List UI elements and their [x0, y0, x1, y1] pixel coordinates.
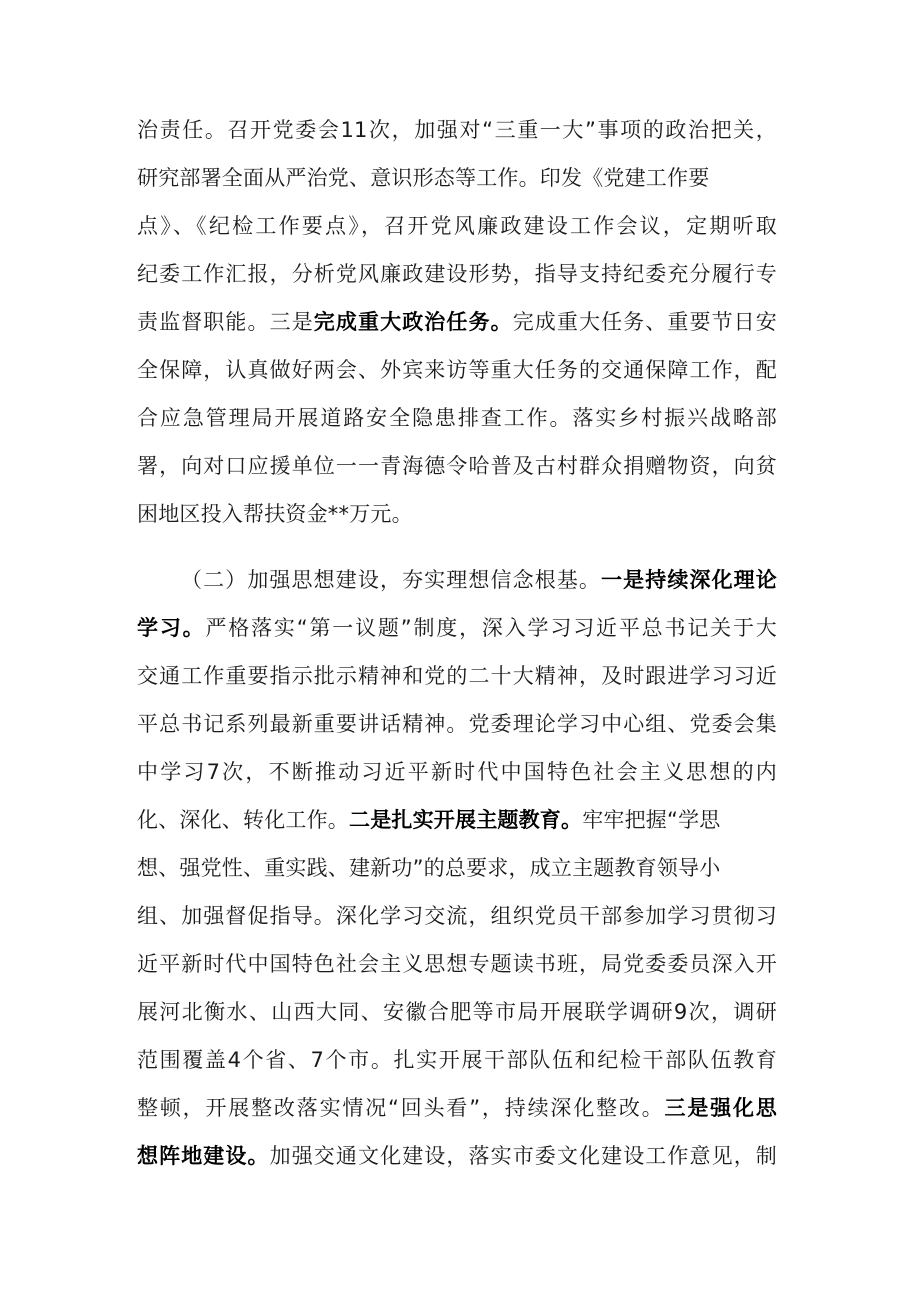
body-text: 纪委工作汇报，分析党风廉政建设形势，指导支持纪委充分履行专: [137, 262, 777, 286]
body-text: 近平新时代中国特色社会主义思想专题读书班，局党委委员深入开: [137, 952, 777, 976]
body-text: 完成重大任务、重要节日安: [512, 310, 777, 334]
body-text: 化、深化、转化工作。: [137, 808, 349, 832]
text-line: [137, 350, 777, 390]
body-text: 平总书记系列最新重要讲话精神。党委理论学习中心组、党委会集: [137, 712, 777, 736]
body-text: 中学习7次，不断推动习近平新时代中国特色社会主义思想的内: [137, 760, 777, 784]
body-text: 合应急管理局开展道路安全隐患排查工作。落实乡村振兴战略部: [137, 406, 777, 430]
text-line: [137, 494, 777, 534]
text-line: [137, 302, 777, 342]
body-text: 全保障，认真做好两会、外宾来访等重大任务的交通保障工作，配: [137, 358, 777, 382]
text-line: [137, 158, 777, 198]
bold-heading-text: 完成重大政治任务。: [313, 310, 513, 334]
body-text: 严格落实“第一议题”制度，深入学习习近平总书记关于大: [205, 616, 777, 640]
bold-heading-text: 三是强化思: [664, 1096, 778, 1120]
text-line: [137, 608, 777, 648]
body-text: 责监督职能。三是: [137, 310, 314, 334]
body-text: （二）加强思想建设，夯实理想信念根基。: [181, 568, 602, 592]
text-line: [137, 398, 777, 438]
text-line: [137, 1088, 777, 1128]
bold-heading-text: 想阵地建设。: [137, 1144, 270, 1168]
body-text: 困地区投入帮扶资金**万元。: [137, 502, 413, 526]
body-text: 组、加强督促指导。深化学习交流，组织党员干部参加学习贯彻习: [137, 904, 777, 928]
body-text: 牢牢把握“学思: [582, 808, 721, 832]
text-line: [137, 254, 777, 294]
body-text: 点》、《纪检工作要点》，召开党风廉政建设工作会议，定期听取: [137, 214, 777, 238]
text-line: [137, 800, 777, 840]
body-text: 研究部署全面从严治党、意识形态等工作。印发《党建工作要: [137, 166, 710, 190]
text-line: [137, 656, 777, 696]
text-line: [137, 992, 777, 1032]
body-text: 范围覆盖4个省、7个市。扎实开展干部队伍和纪检干部队伍教育: [137, 1048, 777, 1072]
text-line: [137, 704, 777, 744]
text-line: [137, 110, 777, 150]
text-line: [137, 944, 777, 984]
text-line: [137, 896, 777, 936]
text-line: [137, 1136, 777, 1176]
text-line: [137, 1040, 777, 1080]
text-line: [137, 848, 777, 888]
bold-heading-text: 二是扎实开展主题教育。: [349, 808, 583, 832]
bold-heading-text: 一是持续深化理论: [601, 568, 777, 592]
body-text: 治责任。召开党委会11次，加强对“三重一大”事项的政治把关，: [137, 118, 777, 142]
text-line: [137, 752, 777, 792]
paragraph-first-line: [181, 560, 777, 600]
text-line: [137, 206, 777, 246]
body-text: 整顿，开展整改落实情况“回头看”，持续深化整改。: [137, 1096, 665, 1120]
bold-heading-text: 学习。: [137, 616, 206, 640]
body-text: 展河北衡水、山西大同、安徽合肥等市局开展联学调研9次，调研: [137, 1000, 777, 1024]
body-text: 署，向对口应援单位一一青海德令哈普及古村群众捐赠物资，向贫: [137, 454, 777, 478]
text-line: [137, 446, 777, 486]
body-text: 想、强党性、重实践、建新功”的总要求，成立主题教育领导小: [137, 856, 721, 880]
body-text: 交通工作重要指示批示精神和党的二十大精神，及时跟进学习习近: [137, 664, 777, 688]
body-text: 加强交通文化建设，落实市委文化建设工作意见，制: [269, 1144, 777, 1168]
